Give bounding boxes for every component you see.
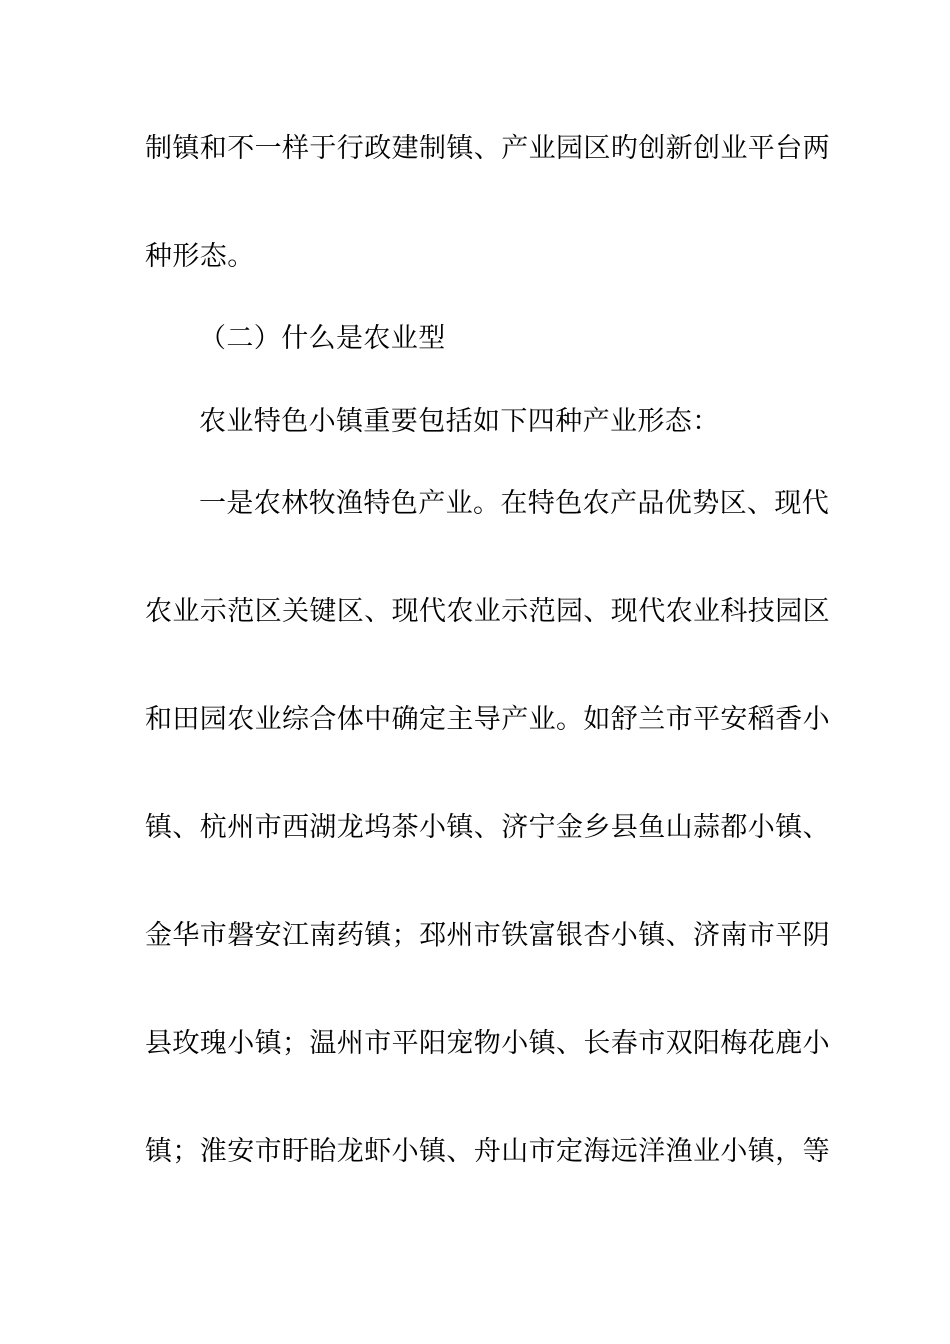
body-text-line: 县玫瑰小镇；温州市平阳宠物小镇、长春市双阳梅花鹿小	[145, 1028, 830, 1059]
body-text-line: 金华市磐安江南药镇；邳州市铁富银杏小镇、济南市平阴	[145, 920, 830, 951]
body-text-line: 制镇和不一样于行政建制镇、产业园区旳创新创业平台两	[145, 133, 830, 164]
body-text-line: 种形态。	[145, 241, 255, 272]
body-text-line: 镇；淮安市盱眙龙虾小镇、舟山市定海远洋渔业小镇，等	[145, 1136, 830, 1167]
body-text-line: 镇、杭州市西湖龙坞茶小镇、济宁金乡县鱼山蒜都小镇、	[145, 812, 830, 843]
body-text-line: 农业示范区关键区、现代农业示范园、现代农业科技园区	[145, 596, 830, 627]
body-text-line: 农业特色小镇重要包括如下四种产业形态：	[199, 406, 720, 437]
section-heading: （二）什么是农业型	[199, 323, 446, 354]
body-text-line: 和田园农业综合体中确定主导产业。如舒兰市平安稻香小	[145, 704, 830, 735]
body-text-line: 一是农林牧渔特色产业。在特色农产品优势区、现代	[199, 488, 830, 519]
